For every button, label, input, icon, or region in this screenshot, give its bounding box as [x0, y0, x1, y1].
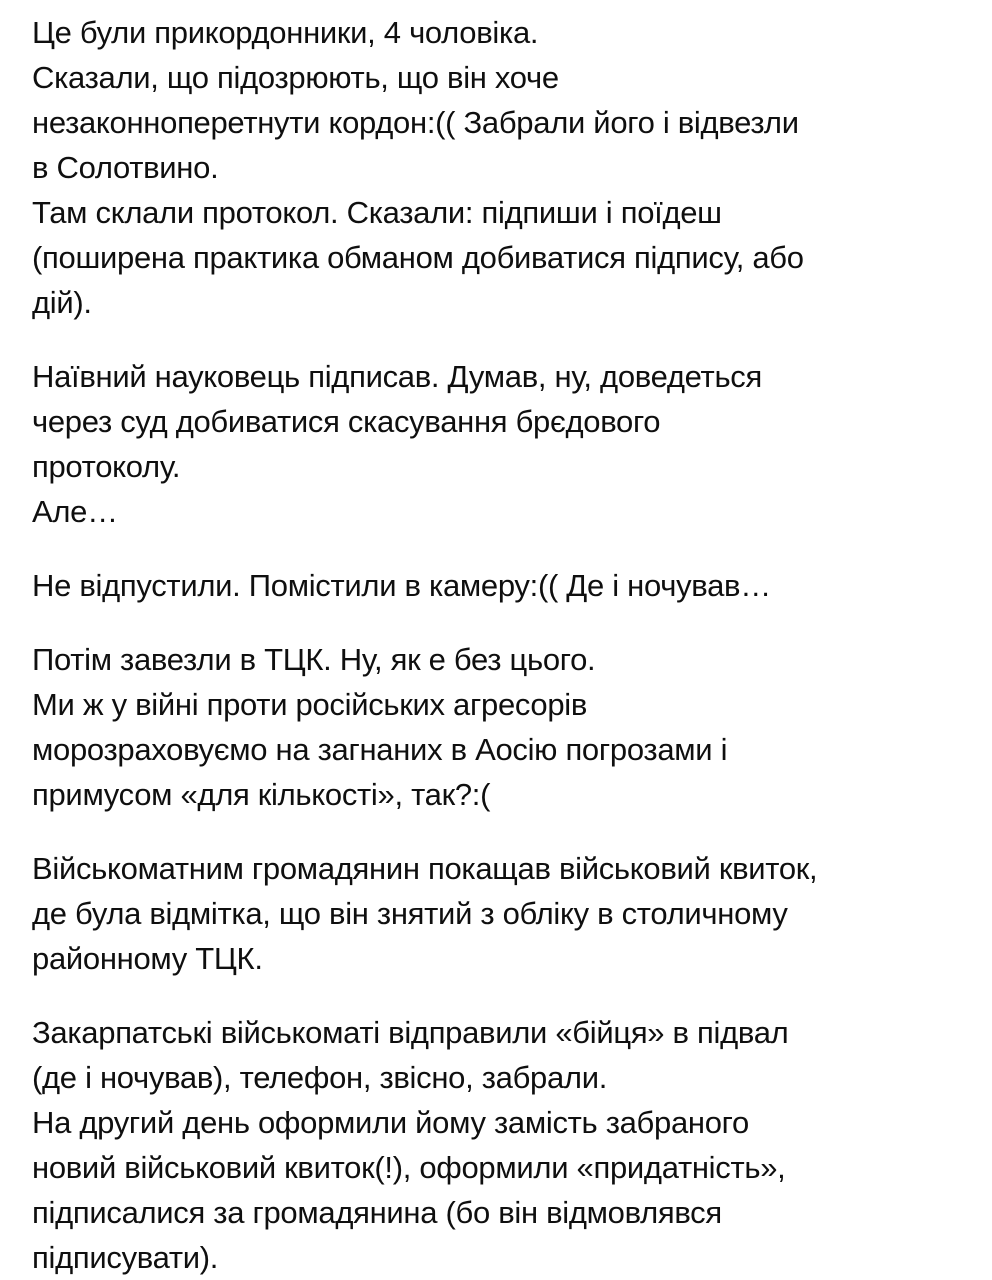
text-line: (поширена практика обманом добиватися підпису, або [32, 240, 804, 275]
text-line: районному ТЦК. [32, 941, 263, 976]
text-line: примусом «для кількості», так?:( [32, 777, 491, 812]
paragraph [32, 1010, 968, 1280]
text-line: новий військовий квиток(!), оформили «придатність», [32, 1150, 786, 1185]
paragraph [32, 10, 968, 325]
text-line: Військоматним громадянин покащав військовий квиток, [32, 851, 818, 886]
text-line: протоколу. [32, 449, 181, 484]
paragraph [32, 563, 968, 608]
text-line: Потім завезли в ТЦК. Ну, як е без цього. [32, 642, 596, 677]
text-line: підписалися за громадянина (бо він відмовлявся [32, 1195, 722, 1230]
text-line: Наївний науковець підписав. Думав, ну, доведеться [32, 359, 762, 394]
text-line: Закарпатські військоматі відправили «бійця» в підвал [32, 1015, 789, 1050]
text-line: в Солотвино. [32, 150, 219, 185]
paragraph [32, 846, 968, 981]
paragraph [32, 637, 968, 817]
text-line: дій). [32, 285, 92, 320]
text-line: морозраховуємо на загнаних в Аосію погрозами і [32, 732, 728, 767]
text-line: (де і ночував), телефон, звісно, забрали. [32, 1060, 608, 1095]
text-line: Там склали протокол. Сказали: підпиши і поїдеш [32, 195, 722, 230]
text-line: незаконноперетнути кордон:(( Забрали його і відвезли [32, 105, 799, 140]
text-line: Але… [32, 494, 118, 529]
text-line: На другий день оформили йому замість забраного [32, 1105, 749, 1140]
text-line: Не відпустили. Помістили в камеру:(( Де і ночував… [32, 568, 771, 603]
text-line: Ми ж у війні проти російських агресорів [32, 687, 588, 722]
text-line: Це були прикордонники, 4 чоловіка. [32, 15, 539, 50]
text-line: через суд добиватися скасування брєдового [32, 404, 661, 439]
text-line: підписувати). [32, 1240, 219, 1275]
paragraph [32, 354, 968, 534]
text-line: де була відмітка, що він знятий з обліку в столичному [32, 896, 788, 931]
text-line: Сказали, що підозрюють, що він хоче [32, 60, 559, 95]
